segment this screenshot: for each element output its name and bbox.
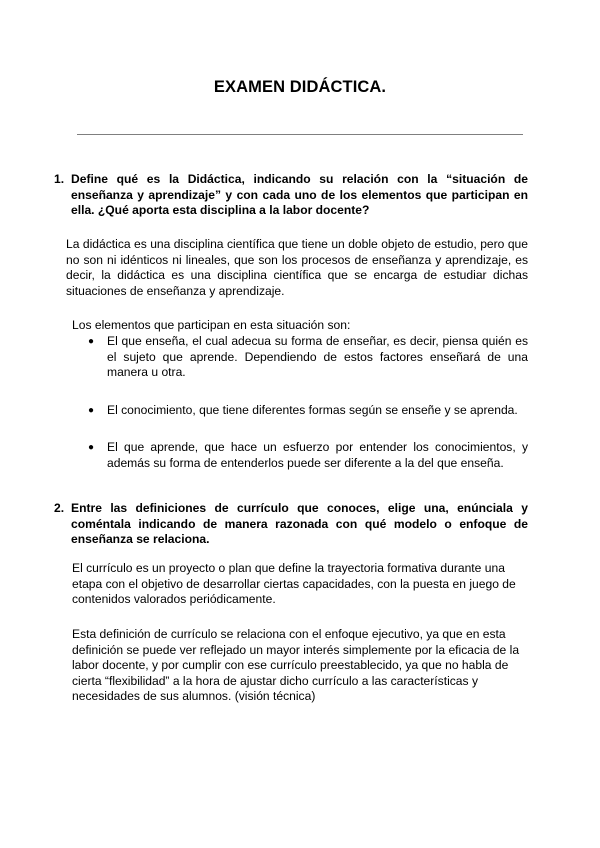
list-item xyxy=(88,334,528,381)
list-item-text: El que aprende, que hace un esfuerzo por entender los conocimientos, y además su forma de entenderlos puede ser diferente a la del que enseña. xyxy=(107,440,528,470)
question-2 xyxy=(54,501,528,548)
list-item xyxy=(88,440,528,471)
bullet-icon: ● xyxy=(88,442,95,453)
list-item-text: El que enseña, el cual adecua su forma de enseñar, es decir, piensa quién es el sujeto que aprende. Dependiendo de estos factores enseñará de una manera u otra. xyxy=(107,334,528,379)
list-item xyxy=(88,403,528,419)
question-1-number: 1. xyxy=(54,172,65,186)
document-title: EXAMEN DIDÁCTICA. xyxy=(213,78,387,96)
list-item-text: El conocimiento, que tiene diferentes formas según se enseñe y se aprenda. xyxy=(107,403,518,417)
bullet-icon: ● xyxy=(88,405,95,416)
title-divider xyxy=(77,134,523,135)
question-2-number: 2. xyxy=(54,501,65,515)
answer-2-paragraph-1: El currículo es un proyecto o plan que define la trayectoria formativa durante una etapa con el objetivo de desarrollar ciertas capacidades, con la puesta en juego de contenidos valorados periódicamente. xyxy=(72,561,516,606)
question-1-text: Define qué es la Didáctica, indicando su relación con la “situación de enseñanza y aprendizaje” y con cada uno de los elementos que participan en ella. ¿Qué aporta esta disciplina a la labor docente? xyxy=(71,172,528,217)
elements-intro: Los elementos que participan en esta situación son: xyxy=(72,318,351,332)
answer-1-paragraph xyxy=(66,237,528,299)
bullet-icon: ● xyxy=(88,336,95,347)
answer-2-paragraph-2: Esta definición de currículo se relaciona con el enfoque ejecutivo, ya que en esta definición se puede ver reflejado un mayor interés simplemente por la eficacia de la labor docente, y por cumplir con ese currículo preestablecido, ya que no habla de cierta “flexibilidad” a la hora de ajustar dicho currículo a las características y necesidades de sus alumnos. (visión técnica) xyxy=(72,627,520,703)
answer-1-paragraph-text: La didáctica es una disciplina científica que tiene un doble objeto de estudio, pero que no son ni idénticos ni lineales, que son los procesos de enseñanza y aprendizaje, es decir, la didáctica es una disciplina científica que se encarga de estudiar dichas situaciones de enseñanza y aprendizaje. xyxy=(66,237,528,298)
question-2-text: Entre las definiciones de currículo que conoces, elige una, enúnciala y coméntala indicando de manera razonada con qué modelo o enfoque de enseñanza se relaciona. xyxy=(71,501,528,546)
question-1 xyxy=(54,172,528,219)
